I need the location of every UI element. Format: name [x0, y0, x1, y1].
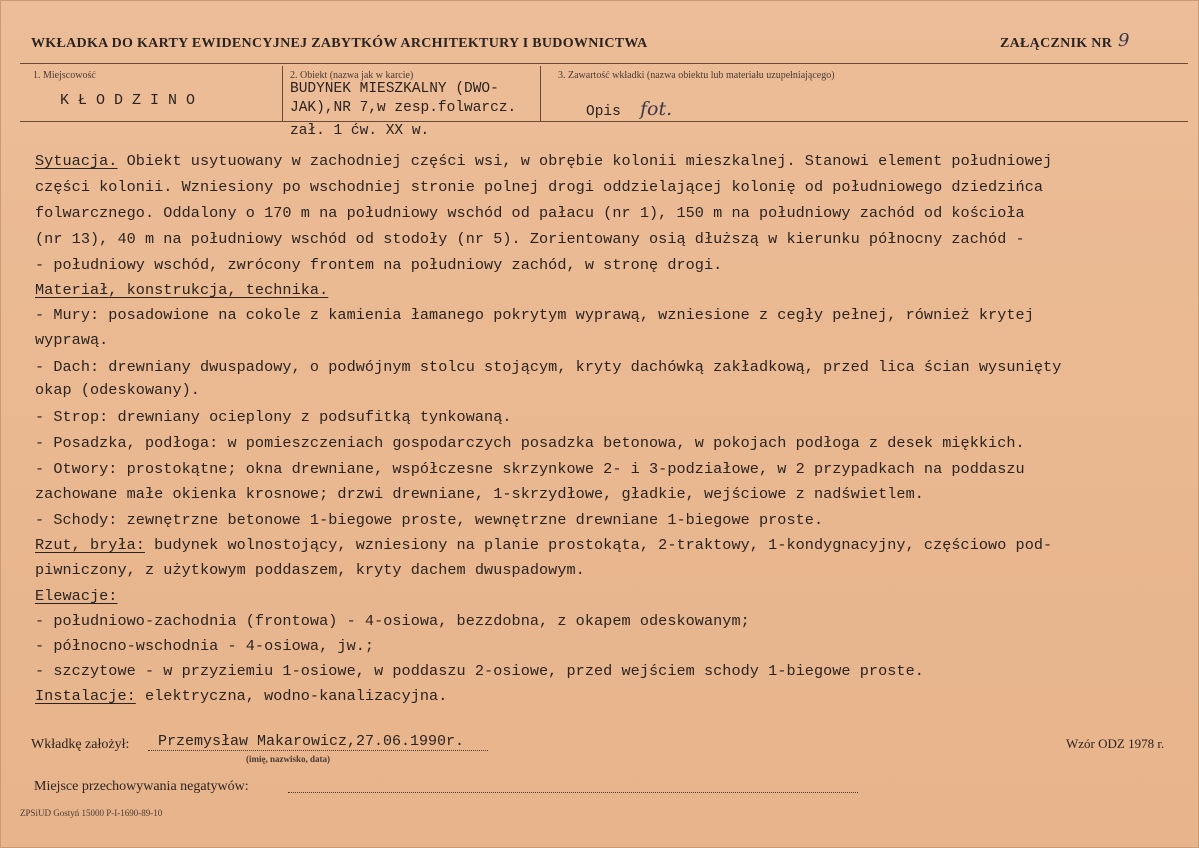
body-line: - Strop: drewniany ocieplony z podsufitką tynkowaną. — [35, 408, 512, 426]
body-line: - Dach: drewniany dwuspadowy, o podwójnym stolcu stojącym, kryty dachówką zakładkową, przed lica ścian wysunięty — [35, 358, 1062, 376]
card-title: WKŁADKA DO KARTY EWIDENCYJNEJ ZABYTKÓW ARCHITEKTURY I BUDOWNICTWA — [31, 36, 648, 51]
text-run: elektryczna, wodno-kanalizacyjna. — [135, 687, 448, 705]
author-value: Przemysław Makarowicz,27.06.1990r. — [158, 733, 465, 750]
text-run: Obiekt usytuowany w zachodniej części wsi, w obrębie kolonii mieszkalnej. Stanowi element południowej — [117, 152, 1053, 170]
body-line: folwarcznego. Oddalony o 170 m na południowy wschód od pałacu (nr 1), 150 m na południowy zachód od kościoła — [35, 204, 1025, 222]
author-dotted-line — [148, 750, 488, 751]
body-line: zachowane małe okienka krosnowe; drzwi drewniane, 1-skrzydłowe, gładkie, wejściowe z nadświetlem. — [35, 485, 924, 503]
content-handwritten: fot. — [640, 98, 673, 120]
field-divider-1 — [282, 66, 283, 121]
negatives-dotted-line — [288, 792, 858, 793]
body-line: - szczytowe - w przyziemiu 1-osiowe, w poddaszu 2-osiowe, przed wejściem schody 1-biegowe proste. — [35, 662, 924, 680]
body-line: (nr 13), 40 m na południowy wschód od stodoły (nr 5). Zorientowany osią dłuższą w kierunku północny zachód - — [35, 230, 1025, 248]
section-heading-sytuacja: Sytuacja. — [35, 152, 118, 170]
object-name-line-1: BUDYNEK MIESZKALNY (DWO- — [290, 81, 499, 97]
printer-mark: ZPSiUD Gostyń 15000 P-I-1690-89-10 — [20, 808, 163, 818]
body-line: części kolonii. Wzniesiony po wschodniej stronie polnej drogi oddzielającej kolonię od południowego dziedzińca — [35, 178, 1044, 196]
author-caption: (imię, nazwisko, data) — [246, 754, 330, 764]
field-2-label: 2. Obiekt (nazwa jak w karcie) — [290, 70, 414, 81]
author-label: Wkładkę założył: — [31, 737, 130, 752]
body-line — [35, 152, 1052, 170]
body-line: - południowy wschód, zwrócony frontem na południowy zachód, w stronę drogi. — [35, 256, 723, 274]
fields-rule — [20, 121, 1188, 122]
attachment-label: ZAŁĄCZNIK NR — [1000, 36, 1113, 51]
field-divider-2 — [540, 66, 541, 121]
body-line: - Mury: posadowione na cokole z kamienia łamanego pokrytym wyprawą, wzniesione z cegły pełnej, również krytej — [35, 306, 1034, 324]
section-heading-instalacje: Instalacje: — [35, 687, 136, 705]
body-line: wyprawą. — [35, 331, 109, 349]
body-line: - północno-wschodnia - 4-osiowa, jw.; — [35, 637, 375, 655]
field-3-label: 3. Zawartość wkładki (nazwa obiektu lub materiału uzupełniającego) — [558, 70, 835, 81]
content-value: Opis — [586, 104, 621, 120]
object-name-line-2: JAK),NR 7,w zesp.folwarcz. — [290, 100, 517, 116]
section-heading-material: Materiał, konstrukcja, technika. — [35, 281, 329, 299]
body-line: - południowo-zachodnia (frontowa) - 4-osiowa, bezzdobna, z okapem odeskowanym; — [35, 612, 750, 630]
body-line: - Posadzka, podłoga: w pomieszczeniach gospodarczych posadzka betonowa, w pokojach podłoga z desek miękkich. — [35, 434, 1025, 452]
section-heading-elewacje: Elewacje: — [35, 587, 118, 605]
body-line — [35, 536, 1052, 554]
body-line: - Otwory: prostokątne; okna drewniane, współczesne skrzynkowe 2- i 3-podziałowe, w 2 przypadkach na poddaszu — [35, 460, 1025, 478]
section-heading-rzut: Rzut, bryła: — [35, 536, 145, 554]
body-line: - Schody: zewnętrzne betonowe 1-biegowe proste, wewnętrzne drewniane 1-biegowe proste. — [35, 511, 824, 529]
negatives-label: Miejsce przechowywania negatywów: — [34, 779, 249, 794]
body-line: okap (odeskowany). — [35, 381, 200, 399]
attachment-number: 9 — [1118, 30, 1130, 51]
body-line: piwniczony, z użytkowym poddaszem, kryty dachem dwuspadowym. — [35, 561, 585, 579]
text-run: budynek wolnostojący, wzniesiony na planie prostokąta, 2-traktowy, 1-kondygnacyjny, częściowo pod- — [144, 536, 1053, 554]
body-line — [35, 687, 447, 705]
template-mark: Wzór ODZ 1978 r. — [1066, 736, 1165, 751]
locality-value: K Ł O D Z I N O — [60, 92, 196, 109]
object-name-line-3: zał. 1 ćw. XX w. — [290, 123, 430, 139]
header-rule — [20, 63, 1188, 64]
field-1-label: 1. Miejscowość — [33, 70, 96, 81]
